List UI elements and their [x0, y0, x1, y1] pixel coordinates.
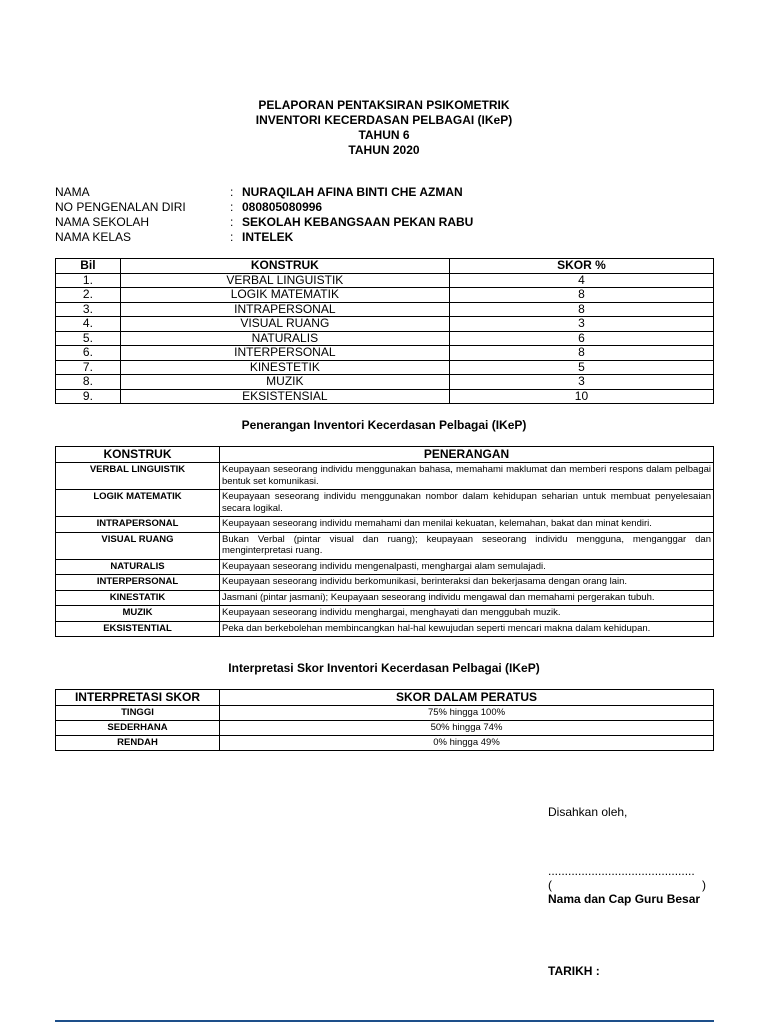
table-row	[56, 621, 714, 637]
row-construct: LOGIK MATEMATIK	[120, 288, 449, 303]
construct-name: EKSISTENTIAL	[56, 621, 220, 637]
row-construct: VERBAL LINGUISTIK	[120, 273, 449, 288]
explanation-header-row	[56, 447, 714, 463]
construct-name: KINESTATIK	[56, 590, 220, 606]
table-row	[56, 360, 714, 375]
info-row-school	[55, 215, 715, 230]
table-row	[56, 706, 714, 721]
signature-line: ............................................	[548, 864, 695, 878]
table-row	[56, 317, 714, 332]
explanation-table	[55, 446, 714, 637]
construct-description: Bukan Verbal (pintar visual dan ruang); keupayaan seseorang individu mengguna, menganggar dan menginterpretasi ruang.	[220, 532, 714, 559]
row-number: 1.	[56, 273, 121, 288]
colon: :	[230, 215, 234, 229]
row-number: 7.	[56, 360, 121, 375]
table-row	[56, 532, 714, 559]
row-number: 3.	[56, 302, 121, 317]
report-title	[0, 98, 768, 158]
colon: :	[230, 185, 234, 199]
interpretation-table	[55, 689, 714, 751]
table-row	[56, 606, 714, 622]
title-line-3: TAHUN 6	[358, 128, 410, 142]
row-number: 9.	[56, 389, 121, 404]
table-row	[56, 375, 714, 390]
construct-description: Keupayaan seseorang individu berkomunikasi, berinteraksi dan bekerjasama dengan orang lain.	[220, 575, 714, 591]
construct-description: Keupayaan seseorang individu mengenalpasti, menghargai alam semulajadi.	[220, 559, 714, 575]
table-row	[56, 273, 714, 288]
headmaster-stamp-label: Nama dan Cap Guru Besar	[548, 892, 701, 906]
row-score: 3	[449, 317, 713, 332]
approved-by-label: Disahkan oleh,	[548, 805, 628, 819]
explanation-heading: Penerangan Inventori Kecerdasan Pelbagai (IKeP)	[241, 418, 527, 432]
header-penerangan: PENERANGAN	[220, 447, 714, 463]
table-row	[56, 331, 714, 346]
colon: :	[230, 230, 234, 244]
class-value: INTELEK	[242, 230, 294, 244]
row-score: 8	[449, 302, 713, 317]
row-score: 10	[449, 389, 713, 404]
score-header-row	[56, 259, 714, 274]
student-info	[55, 185, 715, 245]
row-number: 5.	[56, 331, 121, 346]
construct-name: INTERPERSONAL	[56, 575, 220, 591]
paren-open: (	[548, 878, 552, 892]
footer-rule	[55, 1020, 714, 1022]
table-row	[56, 575, 714, 591]
construct-description: Keupayaan seseorang individu menghargai, menghayati dan menggubah muzik.	[220, 606, 714, 622]
paren-close: )	[702, 878, 706, 892]
construct-name: LOGIK MATEMATIK	[56, 490, 220, 517]
row-number: 8.	[56, 375, 121, 390]
row-construct: EKSISTENSIAL	[120, 389, 449, 404]
table-row	[56, 517, 714, 533]
row-score: 3	[449, 375, 713, 390]
row-score: 4	[449, 273, 713, 288]
table-row	[56, 590, 714, 606]
row-construct: INTRAPERSONAL	[120, 302, 449, 317]
construct-name: NATURALIS	[56, 559, 220, 575]
title-line-1: PELAPORAN PENTAKSIRAN PSIKOMETRIK	[258, 98, 510, 112]
interpretation-range: 0% hingga 49%	[220, 736, 714, 751]
table-row	[56, 302, 714, 317]
row-score: 6	[449, 331, 713, 346]
name-label: NAMA	[55, 185, 90, 199]
header-skor-peratus: SKOR DALAM PERATUS	[220, 690, 714, 706]
construct-name: INTRAPERSONAL	[56, 517, 220, 533]
construct-description: Keupayaan seseorang individu menggunakan bahasa, memahami maklumat dan memberi respons dalam pelbagai bentuk set komunikasi.	[220, 463, 714, 490]
header-bil: Bil	[56, 259, 121, 274]
table-row	[56, 288, 714, 303]
header-interpretasi: INTERPRETASI SKOR	[56, 690, 220, 706]
construct-description: Jasmani (pintar jasmani); Keupayaan seseorang individu mengawal dan memahami pergerakan tubuh.	[220, 590, 714, 606]
row-construct: NATURALIS	[120, 331, 449, 346]
school-value: SEKOLAH KEBANGSAAN PEKAN RABU	[242, 215, 474, 229]
row-construct: VISUAL RUANG	[120, 317, 449, 332]
info-row-id	[55, 200, 715, 215]
table-row	[56, 463, 714, 490]
info-row-class	[55, 230, 715, 245]
header-konstruk: KONSTRUK	[120, 259, 449, 274]
id-value: 080805080996	[242, 200, 323, 214]
class-label: NAMA KELAS	[55, 230, 132, 244]
table-row	[56, 389, 714, 404]
table-row	[56, 721, 714, 736]
interpretation-level: SEDERHANA	[56, 721, 220, 736]
row-score: 8	[449, 346, 713, 361]
table-row	[56, 490, 714, 517]
table-row	[56, 736, 714, 751]
row-score: 8	[449, 288, 713, 303]
date-label: TARIKH :	[548, 964, 600, 978]
row-number: 6.	[56, 346, 121, 361]
construct-name: VERBAL LINGUISTIK	[56, 463, 220, 490]
header-konstruk: KONSTRUK	[56, 447, 220, 463]
table-row	[56, 559, 714, 575]
interpretation-level: RENDAH	[56, 736, 220, 751]
interpretation-heading: Interpretasi Skor Inventori Kecerdasan Pelbagai (IKeP)	[228, 661, 540, 675]
construct-description: Keupayaan seseorang individu memahami dan menilai kekuatan, kelemahan, bakat dan minat kendiri.	[220, 517, 714, 533]
row-number: 4.	[56, 317, 121, 332]
title-line-2: INVENTORI KECERDASAN PELBAGAI (IKeP)	[255, 113, 513, 127]
interpretation-range: 75% hingga 100%	[220, 706, 714, 721]
school-label: NAMA SEKOLAH	[55, 215, 150, 229]
interpretation-header-row	[56, 690, 714, 706]
title-line-4: TAHUN 2020	[348, 143, 420, 157]
id-label: NO PENGENALAN DIRI	[55, 200, 186, 214]
construct-description: Peka dan berkebolehan membincangkan hal-hal kewujudan seperti mencari makna dalam kehidupan.	[220, 621, 714, 637]
interpretation-level: TINGGI	[56, 706, 220, 721]
row-construct: INTERPERSONAL	[120, 346, 449, 361]
table-row	[56, 346, 714, 361]
row-construct: MUZIK	[120, 375, 449, 390]
interpretation-range: 50% hingga 74%	[220, 721, 714, 736]
info-row-name	[55, 185, 715, 200]
signature-parentheses	[548, 878, 706, 892]
construct-name: MUZIK	[56, 606, 220, 622]
row-number: 2.	[56, 288, 121, 303]
name-value: NURAQILAH AFINA BINTI CHE AZMAN	[242, 185, 463, 199]
colon: :	[230, 200, 234, 214]
construct-name: VISUAL RUANG	[56, 532, 220, 559]
construct-description: Keupayaan seseorang individu menggunakan nombor dalam kehidupan seharian untuk membuat penyelesaian secara logikal.	[220, 490, 714, 517]
row-score: 5	[449, 360, 713, 375]
header-skor: SKOR %	[449, 259, 713, 274]
row-construct: KINESTETIK	[120, 360, 449, 375]
score-table	[55, 258, 714, 404]
